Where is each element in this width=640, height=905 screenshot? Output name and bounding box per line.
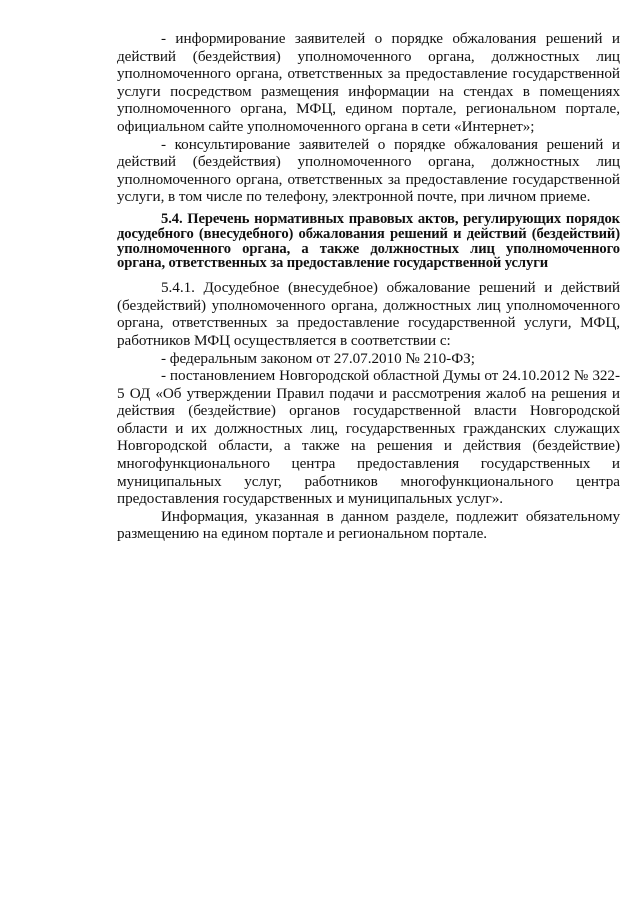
paragraph-publication-info: Информация, указанная в данном разделе, подлежит обязательному размещению на едином портале и региональном портале. [117,507,620,543]
paragraph-novgorod-resolution: - постановлением Новгородской областной Думы от 24.10.2012 № 322-5 ОД «Об утверждении Правил подачи и рассмотрения жалоб на решения и действия (бездействие) органов государственной власти Новгородской области и их должностных лиц, государственных гражданских служащих Новгородской области, а также на решения и действия (бездействие) многофункционального центра предоставления государственных и муниципальных услуг, работников многофункционального центра предоставления государственных и муниципальных услуг». [117,367,620,508]
paragraph-5-4-1: 5.4.1. Досудебное (внесудебное) обжалование решений и действий (бездействий) уполномоченного органа, должностных лиц уполномоченного органа, ответственных за предоставление государственной услуги, МФЦ, работников МФЦ осуществляется в соответствии с: [117,279,620,349]
paragraph-federal-law: - федеральным законом от 27.07.2010 № 210-ФЗ; [161,349,475,367]
paragraph-informing: - информирование заявителей о порядке обжалования решений и действий (бездействия) уполномоченного органа, должностных лиц уполномоченного органа, ответственных за предоставление государственной услуги посредством размещения информации на стендах в помещениях уполномоченного органа, МФЦ, едином портале, региональном портале, официальном сайте уполномоченного органа в сети «Интернет»; [117,30,620,135]
section-heading-5-4: 5.4. Перечень нормативных правовых актов, регулирующих порядок досудебного (внесудебного) обжалования решений и действий (бездействий) уполномоченного органа, а также должностных лиц уполномоченного органа, ответственных за предоставление государственной услуги [117,210,620,272]
document-page [117,30,620,543]
paragraph-consulting: - консультирование заявителей о порядке обжалования решений и действий (бездействия) уполномоченного органа, должностных лиц уполномоченного органа, ответственных за предоставление государственной услуги, в том числе по телефону, электронной почте, при личном приеме. [117,135,620,206]
